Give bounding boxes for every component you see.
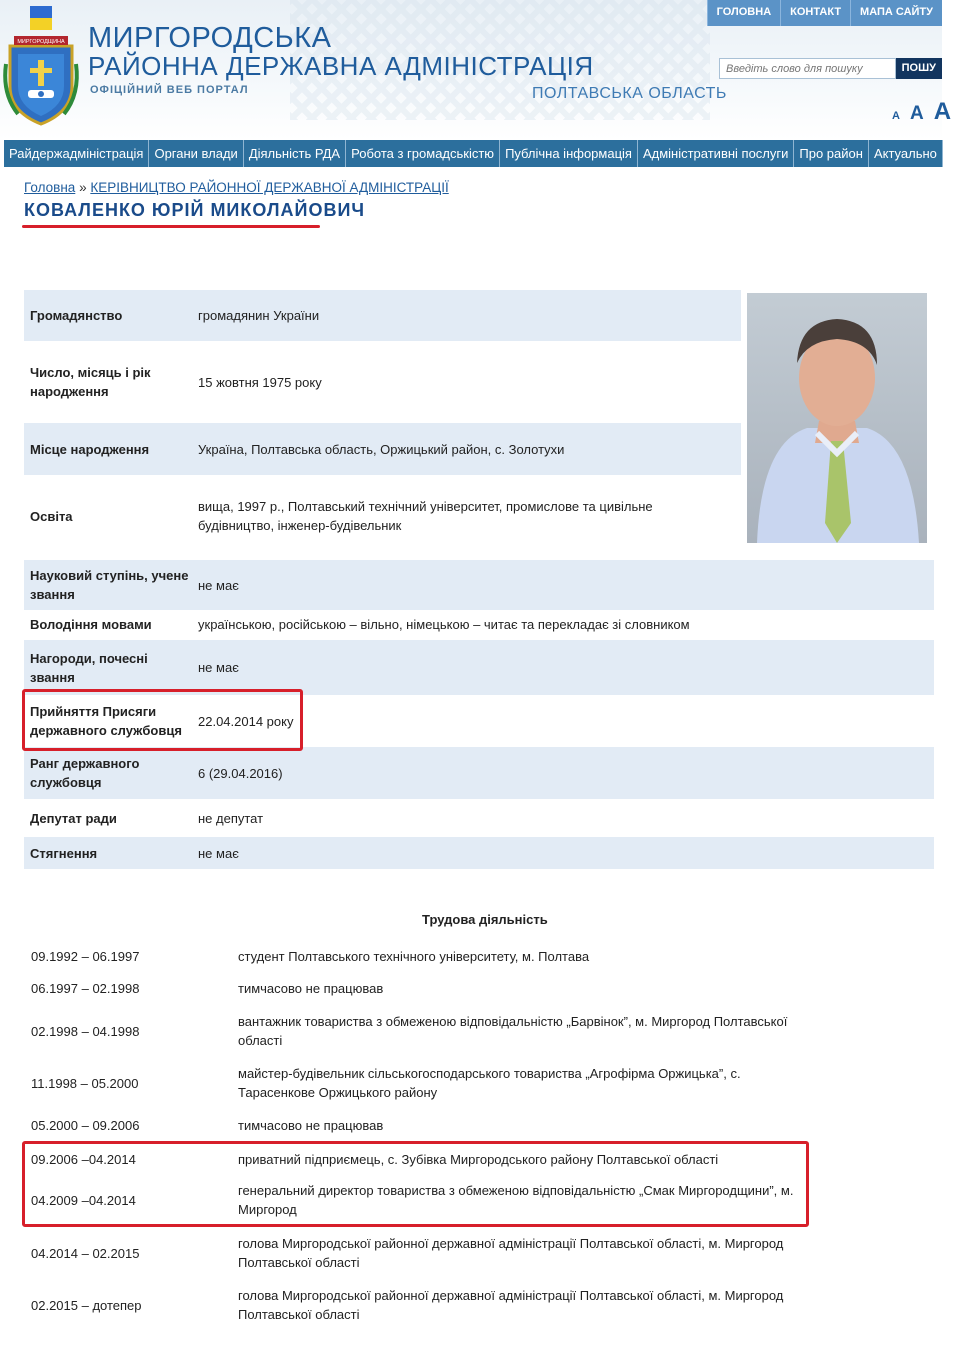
top-link-sitemap[interactable]: МАПА САЙТУ xyxy=(850,0,942,26)
nav-item-authorities[interactable]: Органи влади xyxy=(149,140,243,167)
work-period: 04.2009 –04.2014 xyxy=(31,1192,136,1208)
info-label: Науковий ступінь, учене звання xyxy=(30,568,189,602)
breadcrumb-home[interactable]: Головна xyxy=(24,180,76,195)
info-value: не депутат xyxy=(198,810,264,826)
font-size-small[interactable]: A xyxy=(892,110,900,122)
info-value: 22.04.2014 року xyxy=(198,713,294,729)
main-nav xyxy=(4,140,942,167)
info-value: громадянин України xyxy=(198,308,320,323)
font-size-medium[interactable]: A xyxy=(909,103,924,124)
work-description: тимчасово не працював xyxy=(238,1117,384,1133)
info-value: 6 (29.04.2016) xyxy=(198,765,283,781)
work-period: 09.2006 –04.2014 xyxy=(31,1151,136,1167)
info-label: Нагороди, почесні звання xyxy=(30,650,148,685)
info-label: Прийняття Присяги державного службовця xyxy=(30,704,182,738)
work-row xyxy=(24,940,798,972)
font-size-switcher xyxy=(892,98,961,126)
page-title: КОВАЛЕНКО ЮРІЙ МИКОЛАЙОВИЧ xyxy=(24,200,366,220)
site-header xyxy=(0,0,952,140)
work-row xyxy=(24,1058,798,1108)
work-row xyxy=(24,1006,798,1056)
portrait-photo xyxy=(747,293,927,543)
work-period: 02.2015 – дотепер xyxy=(31,1297,142,1313)
info-row xyxy=(24,837,934,869)
oath-highlight-box xyxy=(22,689,303,751)
work-row xyxy=(24,1228,798,1278)
info-label: Громадянство xyxy=(30,308,123,323)
nav-item-activity[interactable]: Діяльність РДА xyxy=(244,140,346,167)
work-period: 05.2000 – 09.2006 xyxy=(31,1117,140,1133)
coat-label: МИРГОРОДЩИНА xyxy=(17,39,65,45)
info-label: Володіння мовами xyxy=(30,616,152,632)
work-period: 09.1992 – 06.1997 xyxy=(31,948,140,964)
nav-item-admin-services[interactable]: Адміністративні послуги xyxy=(638,140,794,167)
work-description: майстер-будівельник сільськогосподарського товариства „Агрофірма Оржицька”, с. Тарасенкове Оржицького району xyxy=(238,1066,741,1100)
work-description: вантажник товариства з обмеженою відповідальністю „Барвінок”, м. Миргород Полтавської області xyxy=(238,1014,788,1048)
info-value: 15 жовтня 1975 року xyxy=(198,374,322,390)
info-value: не має xyxy=(198,577,239,593)
search-button[interactable]: ПОШУ xyxy=(896,58,942,79)
work-description: голова Миргородської районної державної адміністрації Полтавської області, м. Миргород Полтавської області xyxy=(238,1236,784,1270)
coat-of-arms-icon xyxy=(4,34,78,126)
work-section-title: Трудова діяльність xyxy=(422,912,548,927)
breadcrumb-separator: » xyxy=(79,180,87,195)
top-links xyxy=(707,0,942,26)
ukraine-flag-icon xyxy=(30,6,52,30)
top-link-contact[interactable]: КОНТАКТ xyxy=(780,0,850,26)
breadcrumb-section[interactable]: КЕРІВНИЦТВО РАЙОННОЇ ДЕРЖАВНОЇ АДМІНІСТРАЦІЇ xyxy=(90,180,449,195)
work-description: студент Полтавського технічного університету, м. Полтава xyxy=(238,948,590,964)
info-row xyxy=(24,640,934,695)
info-label: Стягнення xyxy=(30,845,98,861)
info-label: Місце народження xyxy=(30,441,150,457)
work-row xyxy=(24,1110,798,1140)
work-description: тимчасово не працював xyxy=(238,980,384,996)
nav-item-public-info[interactable]: Публічна інформація xyxy=(500,140,638,167)
info-row xyxy=(24,747,934,799)
nav-item-rda[interactable]: Райдержадміністрація xyxy=(4,140,149,167)
work-highlight-box xyxy=(22,1141,809,1227)
work-period: 06.1997 – 02.1998 xyxy=(31,980,140,996)
nav-item-about[interactable]: Про район xyxy=(794,140,869,167)
work-row xyxy=(24,972,798,1004)
work-period: 04.2014 – 02.2015 xyxy=(31,1245,140,1261)
title-highlight-underline xyxy=(22,225,320,228)
top-link-home[interactable]: ГОЛОВНА xyxy=(707,0,780,26)
portrait-image xyxy=(747,293,927,543)
font-size-large[interactable]: A xyxy=(933,98,952,125)
site-subtitle: ОФІЦІЙНИЙ ВЕБ ПОРТАЛ xyxy=(90,84,249,96)
info-label: Депутат ради xyxy=(30,810,117,826)
nav-item-public-work[interactable]: Робота з громадськістю xyxy=(346,140,500,167)
info-value: Україна, Полтавська область, Оржицький район, с. Золотухи xyxy=(198,441,565,457)
work-period: 02.1998 – 04.1998 xyxy=(31,1023,140,1039)
site-title-line2: РАЙОННА ДЕРЖАВНА АДМІНІСТРАЦІЯ xyxy=(88,51,594,81)
info-label: Освіта xyxy=(30,508,73,524)
breadcrumb xyxy=(24,180,449,195)
info-label: Ранг державного службовця xyxy=(30,756,140,790)
info-value: вища, 1997 р., Полтавський технічний університет, промислове та цивільне будівництво, інженер-будівельник xyxy=(198,499,653,533)
info-value: українською, російською – вільно, німецькою – читає та перекладає зі словником xyxy=(198,616,690,632)
work-row xyxy=(24,1280,798,1330)
info-label: Число, місяць і рік народження xyxy=(30,365,151,399)
info-row xyxy=(24,475,741,557)
info-row xyxy=(24,799,934,837)
info-row xyxy=(24,423,741,475)
info-row xyxy=(24,290,741,341)
site-title[interactable] xyxy=(88,24,594,80)
search-input[interactable] xyxy=(719,58,896,79)
info-value: не має xyxy=(198,845,239,861)
info-row xyxy=(24,610,934,638)
info-value: не має xyxy=(198,660,239,675)
region-label: ПОЛТАВСЬКА ОБЛАСТЬ xyxy=(532,85,727,102)
info-row xyxy=(24,341,741,423)
work-description: приватний підприємець, с. Зубівка Миргородського району Полтавської області xyxy=(238,1151,719,1167)
work-description: голова Миргородської районної державної адміністрації Полтавської області, м. Миргород Полтавської області xyxy=(238,1288,784,1322)
info-row xyxy=(24,560,934,610)
work-period: 11.1998 – 05.2000 xyxy=(31,1075,139,1091)
work-description: генеральний директор товариства з обмеженою відповідальністю „Смак Миргородщини”, м. Миргород xyxy=(238,1183,794,1217)
site-title-line1: МИРГОРОДСЬКА xyxy=(88,22,332,54)
nav-item-actual[interactable]: Актуально xyxy=(869,140,943,167)
search-bar xyxy=(719,58,942,79)
